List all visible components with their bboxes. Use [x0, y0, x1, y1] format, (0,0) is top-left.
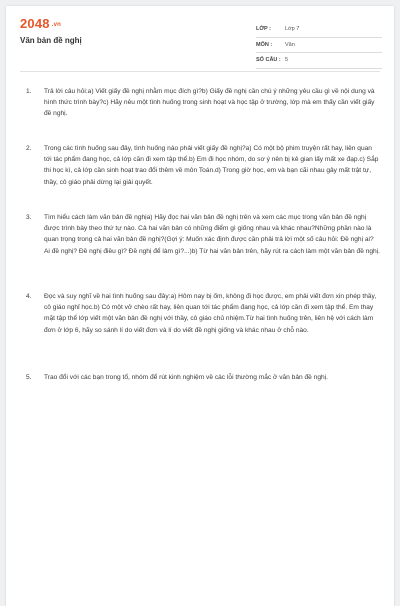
meta-value: Lớp 7	[285, 26, 300, 33]
question-item	[20, 86, 380, 120]
question-number: 2.	[26, 145, 32, 152]
header-divider	[20, 71, 380, 72]
meta-table	[256, 22, 382, 69]
question-text: Trong các tình huống sau đây, tình huống nào phải viết giấy đề nghị?a) Có một bộ phim truyện rất hay, liên quan tới tác phẩm đang học, cả lớp cần đi xem tập thể.b) Em đi học nhóm, do sơ ý nên bị kẻ gian lấy mất xe đạp.c) Sắp thi học kì, cả lớp cần sinh hoạt trao đổi thêm về môn Toán.d) Trong giờ học, em và bạn cãi nhau gây mất trật tự, thầy, cô giáo phải dừng lại giải quyết.	[44, 145, 379, 186]
meta-row-count	[256, 53, 382, 69]
meta-value: 5	[285, 57, 289, 64]
logo-text: 2048	[20, 16, 50, 31]
question-number: 3.	[26, 214, 32, 221]
question-item	[20, 143, 380, 188]
meta-row-class	[256, 22, 382, 38]
question-number: 5.	[26, 374, 32, 381]
question-text: Tìm hiểu cách làm văn bản đề nghịa) Hãy đọc hai văn bản đề nghị trên và xem các mục trong văn bản đề nghị được trình bày theo thứ tự nào. Cả hai văn bản có những điểm gì giống nhau và khác nhau?Những phần nào là quan trọng trong cả hai văn bản đề nghị?(Gợi ý: Muốn xác định được cần phải trả lời một số câu hỏi: Đề nghị ai? Ai đề nghị? Đề nghị điều gì? Đề nghị để làm gì?...)b) Từ hai văn bản trên, hãy rút ra cách làm một văn bản đề nghị.	[44, 214, 381, 255]
question-text: Trao đổi với các bạn trong tổ, nhóm để rút kinh nghiệm về các lỗi thường mắc ở văn bản đề nghị.	[44, 374, 328, 381]
question-item	[20, 212, 380, 257]
question-number: 1.	[26, 88, 32, 95]
meta-row-subject	[256, 38, 382, 54]
document-page	[6, 6, 394, 606]
question-item	[20, 372, 328, 383]
question-text: Trả lời câu hỏi:a) Viết giấy đề nghị nhằm mục đích gì?b) Giấy đề nghị cần chú ý những yêu cầu gì về nội dung và hình thức trình bày?c) Hãy nêu một tình huống trong sinh hoạt và học tập ở trường, lớp mà em thấy cần viết giấy đề nghị.	[44, 88, 375, 118]
meta-label: MÔN :	[256, 41, 273, 48]
logo-tld: .vn	[51, 21, 62, 28]
meta-label: LỚP :	[256, 26, 271, 33]
page-title: Văn bản đề nghị	[20, 36, 82, 45]
question-text: Đọc và suy nghĩ về hai tình huống sau đây:a) Hôm nay bị ốm, không đi học được, em phải viết đơn xin phép thầy, cô giáo nghỉ học.b) Có một vở chèo rất hay, liên quan tới tác phẩm đang học, cả lớp cần đi xem tập thể. Em thay mặt tập thể lớp viết một văn bản đề nghị với thầy, cô giáo chủ nhiệm.Từ hai tình huống trên, liên hệ với cách làm đơn ở lớp 6, hãy so sánh lí do viết đơn và lí do viết đề nghị giống và khác nhau ở chỗ nào.	[44, 293, 377, 334]
question-number: 4.	[26, 293, 32, 300]
meta-value: Văn	[285, 41, 295, 48]
question-item	[20, 291, 380, 336]
meta-label: SỐ CÂU :	[256, 57, 281, 64]
site-logo[interactable]	[20, 16, 61, 31]
